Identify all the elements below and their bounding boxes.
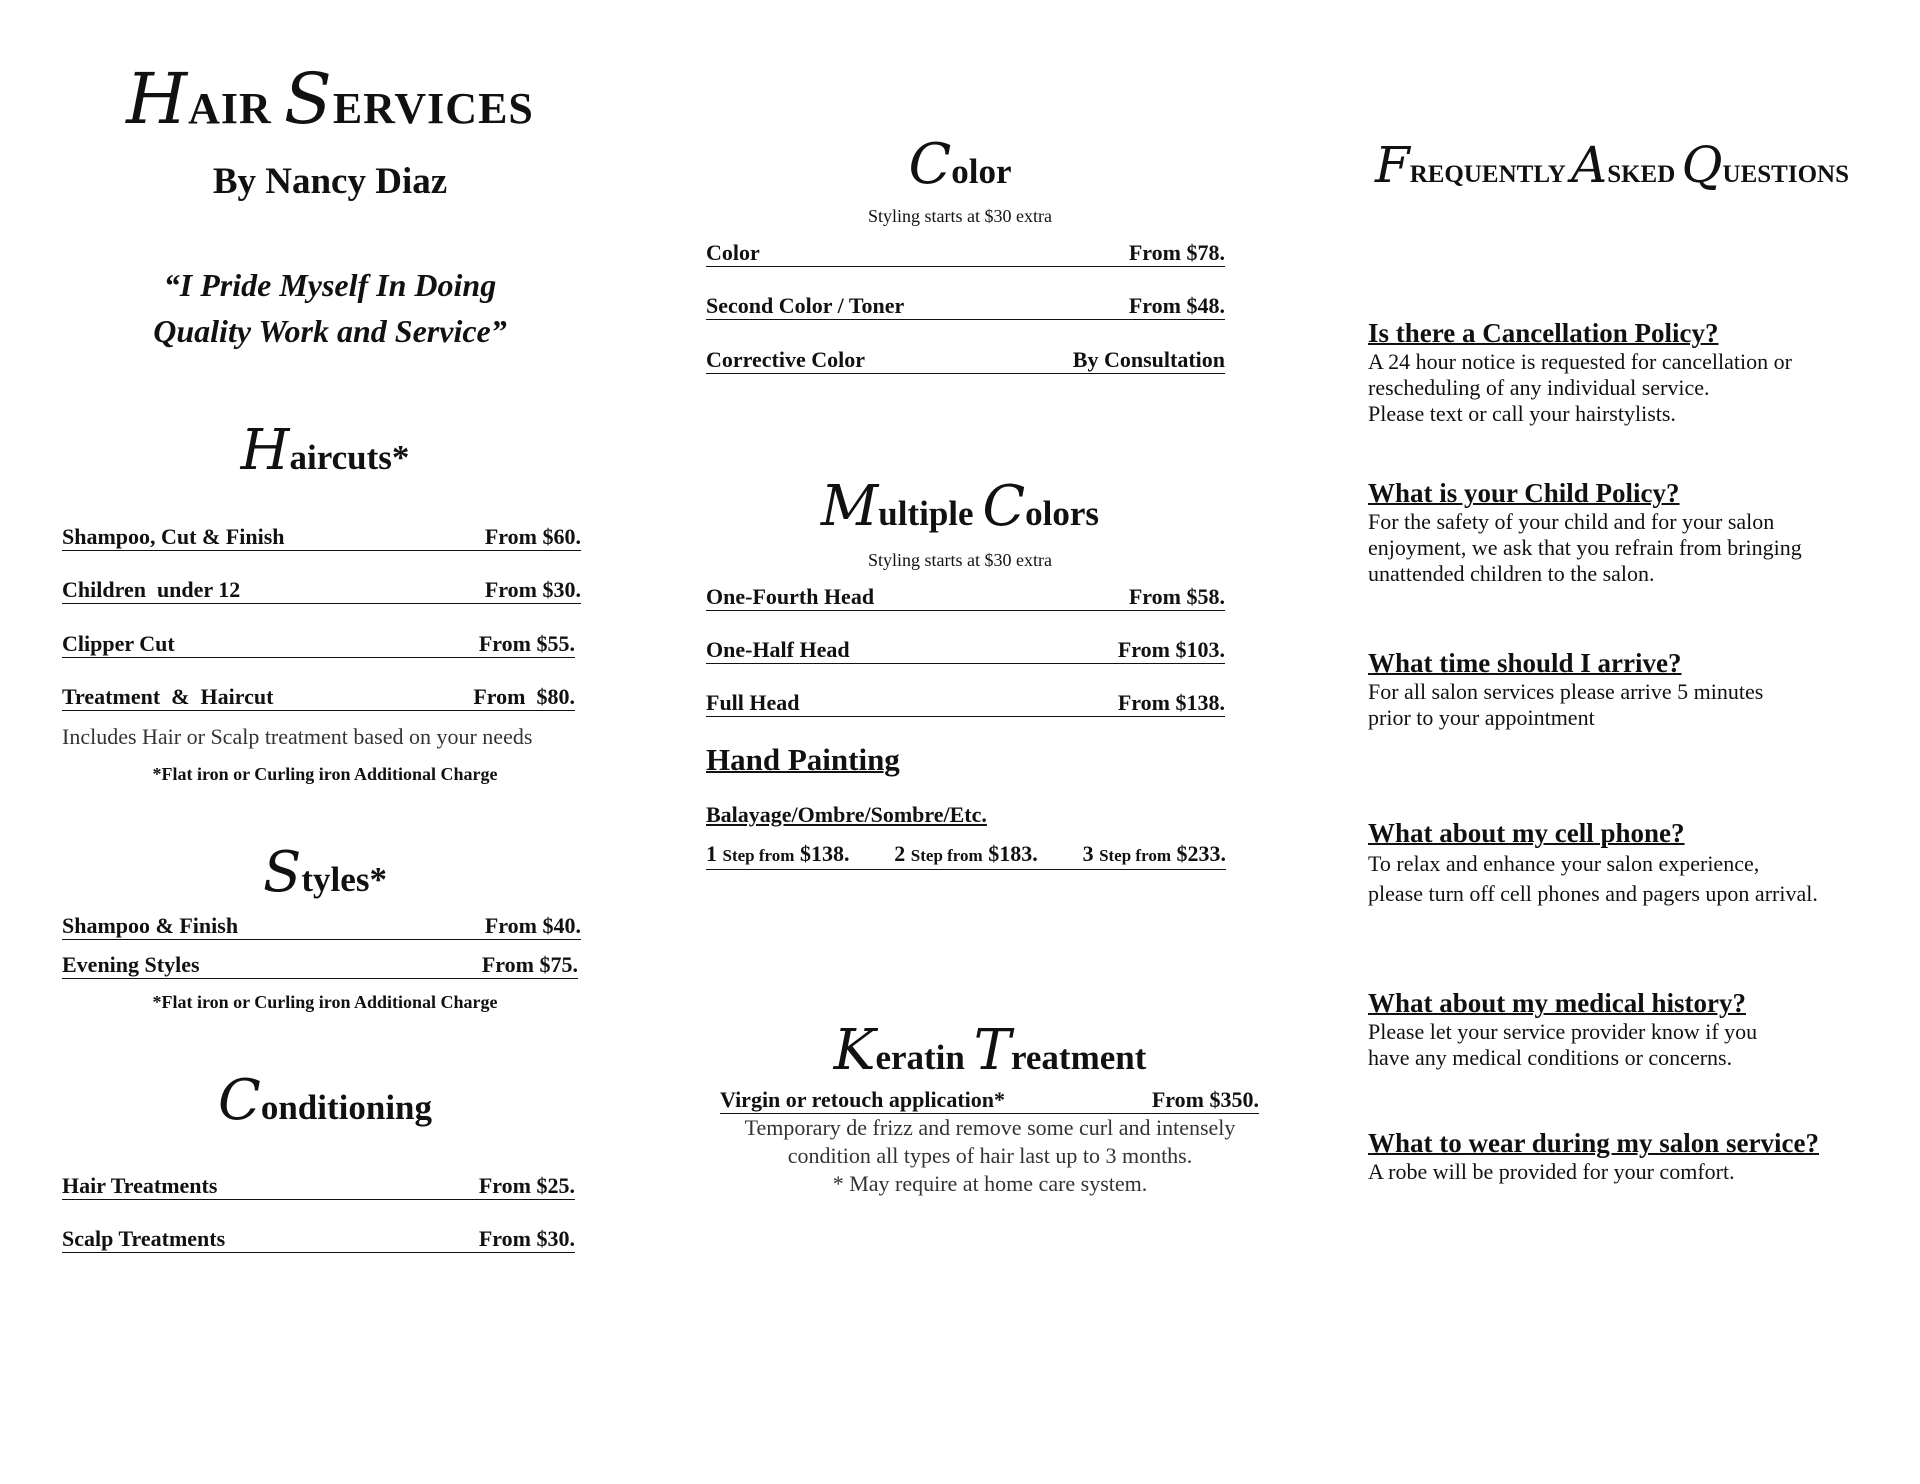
- faq-answer: Please let your service provider know if you have any medical conditions or concerns.: [1368, 1019, 1758, 1070]
- keratin-heading-cap-k: K: [833, 1018, 876, 1083]
- price-row-one-half-head: [706, 638, 1225, 664]
- service-price: From $80.: [473, 684, 575, 709]
- faq-answer: A robe will be provided for your comfort.: [1368, 1159, 1735, 1184]
- price-row-clipper-cut: [62, 632, 575, 658]
- hand-painting-step-3: [1083, 842, 1226, 868]
- step-number: 1: [706, 841, 717, 866]
- price-row-hair-treatments: [62, 1174, 575, 1200]
- byline: By Nancy Diaz: [212, 161, 448, 202]
- price-row-children: [62, 578, 581, 604]
- quote-line-1: “I Pride Myself In Doing: [163, 267, 497, 303]
- keratin-description: [690, 1114, 1290, 1198]
- price-row-one-fourth-head: [706, 585, 1225, 611]
- multiple-colors-word-2: olors: [1025, 494, 1100, 533]
- conditioning-heading-rest: onditioning: [260, 1088, 433, 1127]
- service-name: Treatment & Haircut: [62, 684, 274, 709]
- keratin-heading-word-1: eratin: [875, 1038, 965, 1077]
- faq-question: Is there a Cancellation Policy?: [1368, 318, 1719, 348]
- faq-item-cancellation: [1368, 318, 1888, 427]
- title-cap-h: H: [126, 58, 189, 140]
- step-price: $183.: [988, 841, 1038, 866]
- service-price: From $55.: [478, 631, 575, 656]
- price-row-full-head: [706, 691, 1225, 717]
- faq-question: What about my cell phone?: [1368, 818, 1685, 848]
- step-number: 2: [894, 841, 906, 866]
- service-name: Color: [706, 240, 760, 265]
- price-row-treatment-haircut: [62, 685, 575, 711]
- service-price: From $30.: [478, 1226, 575, 1251]
- service-name: Evening Styles: [62, 952, 200, 977]
- color-heading-rest: olor: [951, 152, 1012, 191]
- service-price: From $30.: [484, 577, 581, 602]
- step-label: Step from: [722, 846, 795, 865]
- price-row-shampoo-finish: [62, 914, 581, 940]
- conditioning-heading-cap: C: [217, 1068, 261, 1133]
- styles-heading: [60, 840, 590, 905]
- faq-heading-cap-f: F: [1375, 136, 1410, 194]
- service-price: From $60.: [484, 524, 581, 549]
- service-price: From $58.: [1128, 584, 1225, 609]
- service-price: From $138.: [1117, 690, 1225, 715]
- step-price: $233.: [1176, 841, 1226, 866]
- hand-painting-step-1: [706, 842, 849, 868]
- styles-heading-rest: tyles*: [301, 860, 387, 899]
- faq-item-cell-phone: [1368, 818, 1908, 909]
- price-row-color: [706, 241, 1225, 267]
- multiple-colors-heading: [700, 474, 1220, 539]
- haircuts-heading-rest: aircuts*: [289, 438, 410, 477]
- hand-painting-step-2: [894, 842, 1037, 868]
- step-price: $138.: [799, 841, 850, 866]
- keratin-desc-line-1: Temporary de frizz and remove some curl and intensely: [744, 1115, 1236, 1140]
- haircuts-includes-note: Includes Hair or Scalp treatment based on your needs: [62, 724, 533, 749]
- faq-heading-cap-q: Q: [1681, 136, 1723, 194]
- step-label: Step from: [910, 846, 983, 865]
- styles-heading-cap: S: [263, 840, 302, 905]
- service-price: From $75.: [481, 952, 578, 977]
- color-styling-note: Styling starts at $30 extra: [868, 206, 1052, 226]
- service-name: Shampoo, Cut & Finish: [62, 524, 285, 549]
- hand-painting-subtitle: Balayage/Ombre/Sombre/Etc.: [706, 802, 987, 827]
- faq-item-what-to-wear: [1368, 1128, 1908, 1185]
- faq-heading: [1375, 136, 1905, 194]
- faq-heading-word-1: REQUENTLY: [1409, 161, 1565, 188]
- faq-answer: A 24 hour notice is requested for cancellation or rescheduling of any individual service. Please text or call your hairstylists.: [1368, 349, 1792, 426]
- faq-question: What to wear during my salon service?: [1368, 1128, 1819, 1158]
- faq-heading-cap-a: A: [1571, 136, 1608, 194]
- color-heading: [700, 132, 1220, 197]
- service-name: Shampoo & Finish: [62, 913, 239, 938]
- tagline-quote: [90, 262, 570, 354]
- title-cap-s: S: [283, 58, 333, 140]
- quote-line-2: Quality Work and Service”: [153, 313, 507, 349]
- haircuts-heading: [60, 418, 590, 483]
- faq-question: What time should I arrive?: [1368, 648, 1682, 678]
- faq-heading-word-3: UESTIONS: [1722, 161, 1849, 188]
- faq-answer: For the safety of your child and for your salon enjoyment, we ask that you refrain from bringing unattended children to the salon.: [1368, 509, 1802, 586]
- faq-question: What is your Child Policy?: [1368, 478, 1680, 508]
- multiple-colors-cap-m: M: [820, 474, 879, 539]
- service-name: One-Half Head: [706, 637, 850, 662]
- haircuts-heading-cap: H: [240, 418, 290, 483]
- price-row-evening-styles: [62, 953, 578, 979]
- service-price: From $78.: [1128, 240, 1225, 265]
- haircuts-charge-note: *Flat iron or Curling iron Additional Charge: [152, 764, 498, 784]
- faq-answer: To relax and enhance your salon experience, please turn off cell phones and pagers upon arrival.: [1368, 851, 1818, 906]
- title-word-hair: AIR: [188, 84, 272, 133]
- price-row-second-color: [706, 294, 1225, 320]
- service-name: Virgin or retouch application*: [720, 1087, 1005, 1112]
- service-name: One-Fourth Head: [706, 584, 875, 609]
- service-name: Full Head: [706, 690, 800, 715]
- multiple-colors-styling-note: Styling starts at $30 extra: [868, 550, 1052, 570]
- service-name: Hair Treatments: [62, 1173, 218, 1198]
- faq-answer: For all salon services please arrive 5 minutes prior to your appointment: [1368, 679, 1764, 730]
- faq-item-medical-history: [1368, 988, 1888, 1071]
- keratin-heading-cap-t: T: [973, 1018, 1011, 1083]
- price-row-scalp-treatments: [62, 1227, 575, 1253]
- faq-item-child-policy: [1368, 478, 1888, 587]
- title-word-services: ERVICES: [332, 84, 534, 133]
- hand-painting-heading: Hand Painting: [706, 742, 900, 777]
- keratin-heading: [700, 1018, 1280, 1083]
- service-name: Corrective Color: [706, 347, 866, 372]
- service-price: From $350.: [1151, 1087, 1259, 1112]
- service-price: From $103.: [1117, 637, 1225, 662]
- step-number: 3: [1082, 841, 1094, 866]
- keratin-desc-line-2: condition all types of hair last up to 3 months.: [787, 1143, 1193, 1168]
- service-name: Second Color / Toner: [706, 293, 905, 318]
- price-row-keratin-application: [720, 1088, 1259, 1114]
- faq-question: What about my medical history?: [1368, 988, 1746, 1018]
- color-heading-cap: C: [908, 132, 952, 197]
- service-name: Scalp Treatments: [62, 1226, 226, 1251]
- price-row-shampoo-cut-finish: [62, 525, 581, 551]
- styles-charge-note: *Flat iron or Curling iron Additional Charge: [152, 992, 498, 1012]
- service-price: From $48.: [1128, 293, 1225, 318]
- conditioning-heading: [60, 1068, 590, 1133]
- multiple-colors-word-1: ultiple: [878, 494, 974, 533]
- service-price: By Consultation: [1072, 347, 1225, 372]
- faq-item-arrival: [1368, 648, 1888, 731]
- price-row-corrective-color: [706, 348, 1225, 374]
- keratin-desc-line-3: * May require at home care system.: [832, 1171, 1148, 1196]
- service-price: From $40.: [484, 913, 581, 938]
- multiple-colors-cap-c: C: [982, 474, 1026, 539]
- keratin-heading-word-2: reatment: [1010, 1038, 1147, 1077]
- page-title: [100, 58, 560, 140]
- hand-painting-steps: [706, 842, 1226, 870]
- service-price: From $25.: [478, 1173, 575, 1198]
- faq-heading-word-2: SKED: [1607, 161, 1676, 188]
- step-label: Step from: [1099, 846, 1171, 865]
- service-name: Clipper Cut: [62, 631, 175, 656]
- service-name: Children under 12: [62, 577, 241, 602]
